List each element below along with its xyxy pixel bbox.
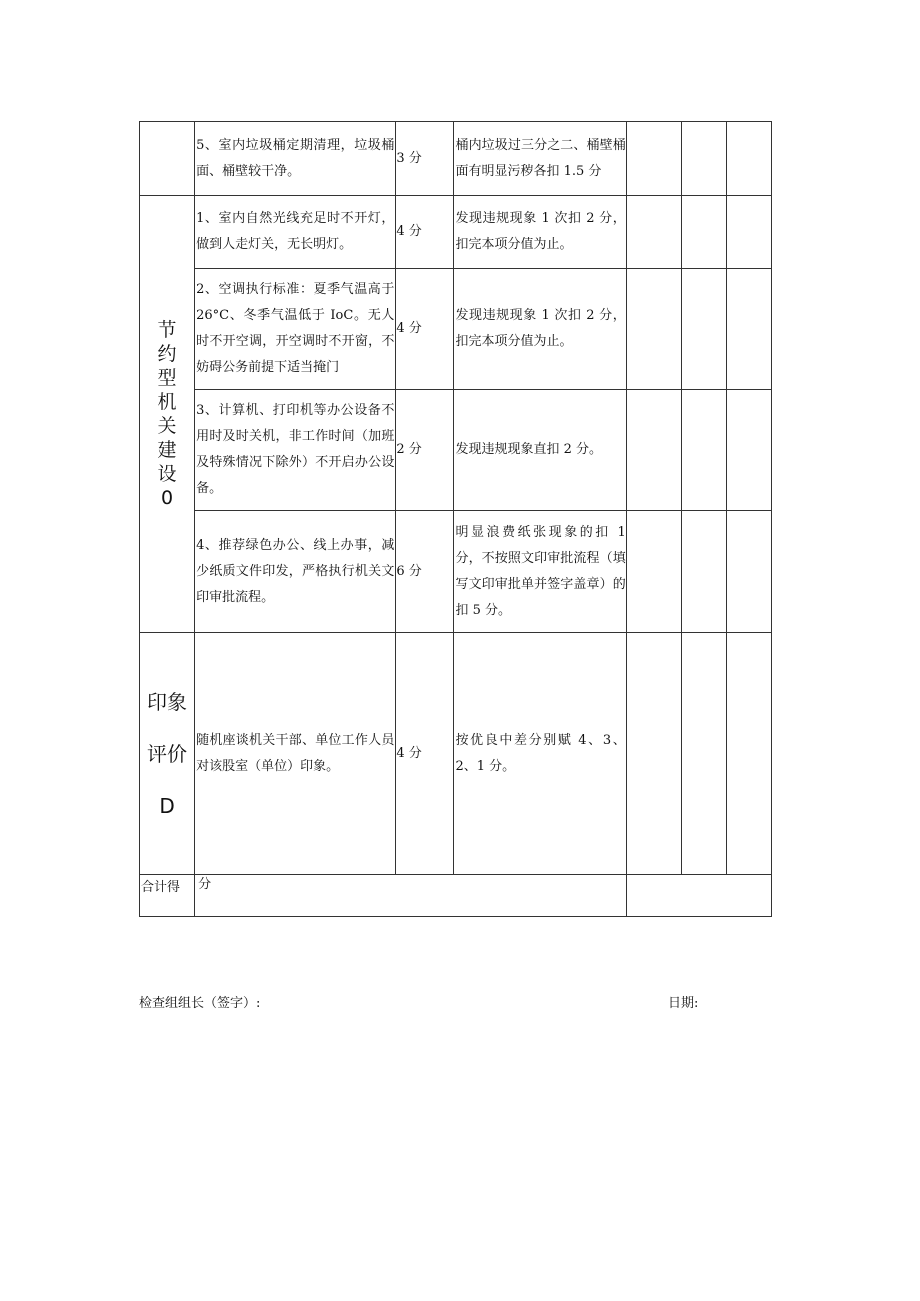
rule-cell: 按优良中差分别赋 4、3、2、1 分。 [454, 633, 626, 875]
table-row [140, 269, 772, 390]
total-unit: 分 [195, 875, 627, 917]
blank-cell [681, 196, 726, 269]
table-row [140, 633, 772, 875]
blank-cell [681, 269, 726, 390]
score-table [139, 121, 772, 917]
blank-cell [626, 269, 681, 390]
item-cell: 5、室内垃圾桶定期清理，垃圾桶面、桶壁较干净。 [195, 122, 396, 196]
total-label: 合计得 [140, 875, 195, 917]
date-label: 日期: [668, 996, 699, 1011]
category-label-saving: 节约型机关建设0 [157, 319, 177, 509]
total-row [140, 875, 772, 917]
score-cell: 6 分 [396, 511, 454, 633]
category-cell-saving [140, 196, 195, 633]
score-cell: 3 分 [396, 122, 454, 196]
blank-cell [626, 196, 681, 269]
leader-signature-label: 检查组组长（签字）: [139, 996, 261, 1011]
item-cell: 4、推荐绿色办公、线上办事，减少纸质文件印发，严格执行机关文印审批流程。 [195, 511, 396, 633]
blank-cell [681, 633, 726, 875]
blank-cell [681, 122, 726, 196]
rule-cell: 桶内垃圾过三分之二、桶壁桶面有明显污秽各扣 1.5 分 [454, 122, 626, 196]
blank-cell [726, 269, 771, 390]
item-cell: 随机座谈机关干部、单位工作人员对该股室（单位）印象。 [195, 633, 396, 875]
rule-cell: 发现违规现象 1 次扣 2 分，扣完本项分值为止。 [454, 269, 626, 390]
item-cell: 3、计算机、打印机等办公设备不用时及时关机，非工作时间（加班及特殊情况下除外）不开启办公设备。 [195, 390, 396, 511]
blank-cell [726, 511, 771, 633]
blank-cell [626, 122, 681, 196]
table-row [140, 196, 772, 269]
score-cell: 4 分 [396, 633, 454, 875]
item-cell: 1、室内自然光线充足时不开灯，做到人走灯关，无长明灯。 [195, 196, 396, 269]
blank-cell [626, 633, 681, 875]
item-cell: 2、空调执行标准：夏季气温高于 26°C、冬季气温低于 IoC。无人时不开空调，开空调时不开窗，不妨碍公务前提下适当掩门 [195, 269, 396, 390]
score-cell: 4 分 [396, 196, 454, 269]
rule-cell: 明显浪费纸张现象的扣 1 分，不按照文印审批流程（填写文印审批单并签字盖章）的扣 5 分。 [454, 511, 626, 633]
category-label-impression-2: 评价 [147, 741, 188, 766]
table-row [140, 390, 772, 511]
blank-cell [726, 122, 771, 196]
category-cell-empty [140, 122, 195, 196]
blank-cell [626, 390, 681, 511]
blank-cell [726, 390, 771, 511]
score-cell: 2 分 [396, 390, 454, 511]
rule-cell: 发现违规现象直扣 2 分。 [454, 390, 626, 511]
category-label-impression-3: D [159, 793, 175, 818]
blank-cell [681, 390, 726, 511]
blank-cell [626, 511, 681, 633]
rule-cell: 发现违规现象 1 次扣 2 分，扣完本项分值为止。 [454, 196, 626, 269]
blank-cell [726, 196, 771, 269]
blank-cell [726, 633, 771, 875]
blank-cell [681, 511, 726, 633]
total-value-cell [626, 875, 771, 917]
category-label-impression-1: 印象 [147, 689, 188, 714]
score-cell: 4 分 [396, 269, 454, 390]
category-cell-impression [140, 633, 195, 875]
table-row [140, 511, 772, 633]
table-row [140, 122, 772, 196]
